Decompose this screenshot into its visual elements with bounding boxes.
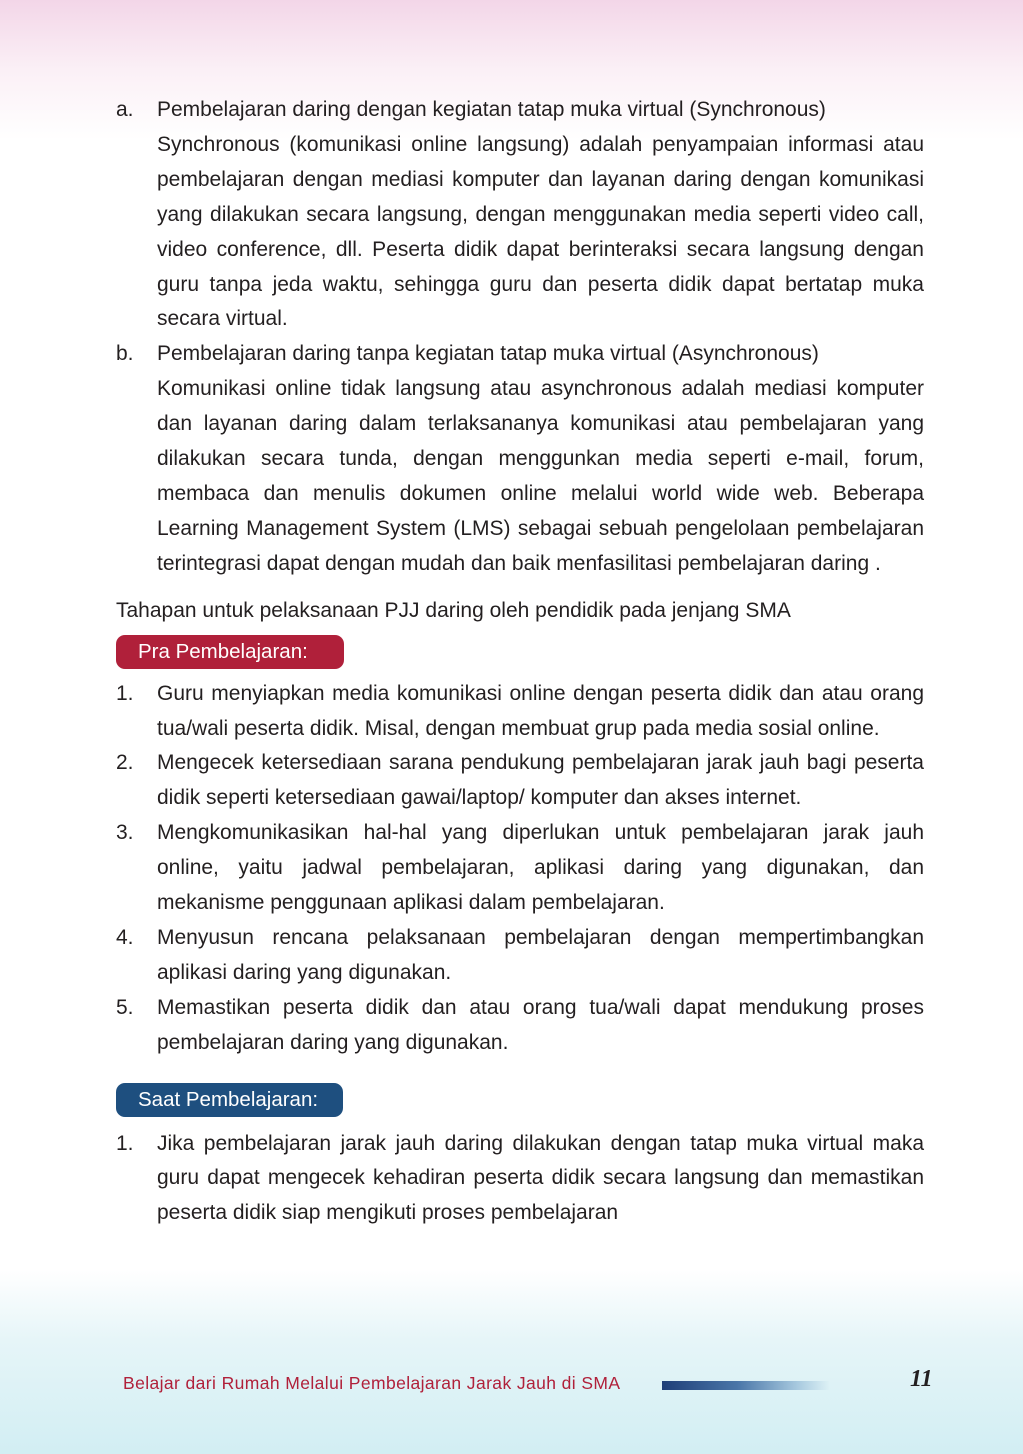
item-heading: Pembelajaran daring dengan kegiatan tatap muka virtual (Synchronous): [157, 98, 826, 121]
page-content: [116, 93, 924, 1231]
list-item-a: [116, 93, 924, 337]
list-item-text: Mengecek ketersediaan sarana pendukung pembelajaran jarak jauh bagi peserta didik seperti ketersediaan gawai/laptop/ komputer dan akses internet.: [157, 751, 924, 810]
list-item-text: Jika pembelajaran jarak jauh daring dilakukan dengan tatap muka virtual maka guru dapat mengecek kehadiran peserta didik secara langsung dan memastikan peserta didik siap mengikuti proses pembelajaran: [157, 1131, 924, 1225]
list-marker: 4.: [116, 925, 134, 949]
list-item-text: Memastikan peserta didik dan atau orang tua/wali dapat mendukung proses pembelajaran daring yang digunakan.: [157, 995, 924, 1054]
item-heading: Pembelajaran daring tanpa kegiatan tatap muka virtual (Asynchronous): [157, 342, 819, 366]
list-marker: 1.: [116, 681, 134, 705]
list-marker: 2.: [116, 751, 134, 775]
item-body: Synchronous (komunikasi online langsung) adalah penyampaian informasi atau pembelajaran dengan mediasi komputer dan layanan daring dengan komunikasi yang dilakukan secara langsung, dengan menggunakan media seperti video call, video conference, dll. Peserta didik dapat berinteraksi secara langsung dengan guru tanpa jeda waktu, sehingga guru dan peserta didik dapat bertatap muka secara virtual.: [157, 132, 924, 331]
footer-title: Belajar dari Rumah Melalui Pembelajaran Jarak Jauh di SMA: [123, 1373, 621, 1393]
list-item-text: Guru menyiapkan media komunikasi online dengan peserta didik dan atau orang tua/wali peserta didik. Misal, dengan membuat grup pada media sosial online.: [157, 681, 924, 740]
list-item-text: Menyusun rencana pelaksanaan pembelajaran dengan mempertimbangkan aplikasi daring yang digunakan.: [157, 925, 924, 984]
list-item-text: Mengkomunikasikan hal-hal yang diperlukan untuk pembelajaran jarak jauh online, yaitu jadwal pembelajaran, aplikasi daring yang digunakan, dan mekanisme penggunaan aplikasi dalam pembelajaran.: [157, 821, 924, 915]
item-body: Komunikasi online tidak langsung atau asynchronous adalah mediasi komputer dan layanan daring dalam terlaksananya komunikasi atau pembelajaran yang dilakukan secara tunda, dengan menggunkan media seperti e-mail, forum, membaca dan menulis dokumen online melalui world wide web. Beberapa Learning Management System (LMS) sebagai sebuah pengelolaan pembelajaran terintegrasi dapat dengan mudah dan baik menfasilitasi pembelajaran daring .: [157, 377, 924, 575]
list-marker: 3.: [116, 821, 134, 845]
page-number: 11: [910, 1366, 933, 1392]
list-marker: b.: [116, 342, 134, 366]
list-marker: 1.: [116, 1131, 134, 1155]
intro-paragraph: Tahapan untuk pelaksanaan PJJ daring oleh pendidik pada jenjang SMA: [116, 598, 791, 622]
list-item: [116, 746, 924, 816]
list-item-b: [116, 337, 924, 581]
list-item: [116, 1127, 924, 1232]
saat-pembelajaran-badge: Saat Pembelajaran:: [116, 1083, 343, 1117]
list-item: [116, 677, 924, 747]
list-marker: a.: [116, 98, 134, 121]
pra-pembelajaran-badge: Pra Pembelajaran:: [116, 635, 344, 669]
list-marker: 5.: [116, 995, 134, 1019]
list-item: [116, 816, 924, 921]
list-item: [116, 921, 924, 991]
footer-gradient-bar: [662, 1381, 830, 1390]
list-item: [116, 991, 924, 1061]
